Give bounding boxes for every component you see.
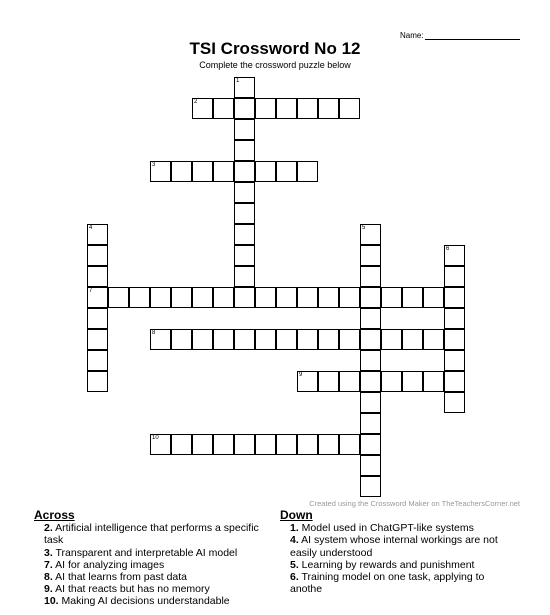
crossword-cell[interactable]	[87, 224, 108, 245]
clue-item	[34, 583, 270, 595]
crossword-cell[interactable]	[318, 98, 339, 119]
crossword-cell[interactable]	[297, 98, 318, 119]
crossword-cell[interactable]	[108, 287, 129, 308]
crossword-cell[interactable]	[234, 224, 255, 245]
crossword-cell[interactable]	[297, 161, 318, 182]
crossword-cell[interactable]	[276, 98, 297, 119]
cell-number: 8	[152, 330, 156, 336]
crossword-cell[interactable]	[402, 287, 423, 308]
crossword-cell[interactable]	[402, 329, 423, 350]
clue-number: 9.	[44, 583, 53, 596]
crossword-cell[interactable]	[150, 161, 171, 182]
crossword-cell[interactable]	[213, 161, 234, 182]
crossword-cell[interactable]	[87, 350, 108, 371]
down-clues	[280, 509, 515, 595]
clue-number: 3.	[44, 546, 53, 559]
crossword-cell[interactable]	[360, 392, 381, 413]
across-clue-list	[34, 522, 270, 607]
crossword-cell[interactable]	[171, 161, 192, 182]
clue-item	[34, 595, 270, 607]
page-subtitle: Complete the crossword puzzle below	[199, 60, 351, 70]
crossword-cell[interactable]	[381, 329, 402, 350]
clue-text: Training model on one task, applying to anothe	[290, 571, 485, 596]
crossword-cell[interactable]	[360, 287, 381, 308]
crossword-cell[interactable]	[234, 161, 255, 182]
clue-number: 2.	[44, 522, 53, 535]
crossword-cell[interactable]	[87, 371, 108, 392]
crossword-cell[interactable]	[297, 371, 318, 392]
crossword-cell[interactable]	[444, 266, 465, 287]
crossword-cell[interactable]	[255, 98, 276, 119]
crossword-cell[interactable]	[360, 434, 381, 455]
cell-number: 3	[152, 162, 156, 168]
clue-text: AI for analyzing images	[52, 558, 165, 571]
crossword-cell[interactable]	[192, 161, 213, 182]
clue-number: 8.	[44, 571, 53, 584]
crossword-cell[interactable]	[339, 329, 360, 350]
crossword-cell[interactable]	[297, 287, 318, 308]
crossword-cell[interactable]	[87, 329, 108, 350]
cell-number: 6	[446, 246, 450, 252]
crossword-cell[interactable]	[87, 287, 108, 308]
crossword-cell[interactable]	[234, 329, 255, 350]
crossword-cell[interactable]	[444, 245, 465, 266]
crossword-cell[interactable]	[360, 476, 381, 497]
crossword-cell[interactable]	[213, 434, 234, 455]
clue-item	[34, 547, 270, 559]
crossword-cell[interactable]	[234, 98, 255, 119]
crossword-cell[interactable]	[360, 350, 381, 371]
clue-number: 4.	[290, 534, 299, 547]
crossword-cell[interactable]	[381, 371, 402, 392]
clue-number: 1.	[290, 522, 299, 535]
crossword-cell[interactable]	[339, 98, 360, 119]
clue-text: Making AI decisions understandable	[58, 595, 230, 608]
crossword-cell[interactable]	[360, 413, 381, 434]
crossword-cell[interactable]	[423, 287, 444, 308]
crossword-cell[interactable]	[255, 434, 276, 455]
clue-number: 6.	[290, 571, 299, 584]
crossword-cell[interactable]	[360, 224, 381, 245]
crossword-cell[interactable]	[171, 434, 192, 455]
crossword-cell[interactable]	[402, 371, 423, 392]
crossword-cell[interactable]	[255, 329, 276, 350]
crossword-cell[interactable]	[213, 98, 234, 119]
crossword-cell[interactable]	[360, 329, 381, 350]
clue-item	[280, 534, 515, 558]
cell-number: 1	[236, 78, 240, 84]
clue-text: AI system whose internal workings are not easily understood	[290, 534, 498, 559]
crossword-cell[interactable]	[444, 350, 465, 371]
crossword-cell[interactable]	[360, 245, 381, 266]
crossword-cell[interactable]	[192, 98, 213, 119]
cell-number: 4	[89, 225, 93, 231]
crossword-cell[interactable]	[255, 161, 276, 182]
crossword-cell[interactable]	[234, 77, 255, 98]
clue-text: Model used in ChatGPT-like systems	[298, 522, 474, 535]
crossword-cell[interactable]	[150, 329, 171, 350]
crossword-cell[interactable]	[360, 308, 381, 329]
cell-number: 2	[194, 99, 198, 105]
clue-text: Learning by rewards and punishment	[298, 558, 475, 571]
crossword-cell[interactable]	[192, 329, 213, 350]
crossword-cell[interactable]	[339, 371, 360, 392]
clue-item	[280, 522, 515, 534]
clue-item	[34, 559, 270, 571]
credit-text: Created using the Crossword Maker on TheTeachersCorner.net	[309, 499, 520, 508]
crossword-cell[interactable]	[297, 434, 318, 455]
cell-number: 5	[362, 225, 366, 231]
name-label: Name:	[400, 31, 424, 40]
crossword-cell[interactable]	[234, 245, 255, 266]
crossword-cell[interactable]	[276, 434, 297, 455]
crossword-cell[interactable]	[444, 308, 465, 329]
crossword-cell[interactable]	[444, 371, 465, 392]
clue-text: AI that learns from past data	[52, 571, 188, 584]
cell-number: 10	[152, 435, 159, 441]
crossword-cell[interactable]	[192, 287, 213, 308]
crossword-cell[interactable]	[87, 245, 108, 266]
crossword-cell[interactable]	[360, 371, 381, 392]
crossword-cell[interactable]	[339, 434, 360, 455]
crossword-cell[interactable]	[297, 329, 318, 350]
crossword-cell[interactable]	[339, 287, 360, 308]
crossword-cell[interactable]	[318, 329, 339, 350]
clue-item	[34, 571, 270, 583]
crossword-cell[interactable]	[192, 434, 213, 455]
cell-number: 7	[89, 288, 93, 294]
crossword-cell[interactable]	[318, 434, 339, 455]
crossword-cell[interactable]	[423, 371, 444, 392]
crossword-cell[interactable]	[87, 308, 108, 329]
clue-item	[280, 571, 515, 595]
crossword-cell[interactable]	[444, 329, 465, 350]
crossword-cell[interactable]	[234, 434, 255, 455]
crossword-cell[interactable]	[87, 266, 108, 287]
clue-item	[280, 559, 515, 571]
crossword-cell[interactable]	[234, 119, 255, 140]
crossword-cell[interactable]	[234, 287, 255, 308]
crossword-cell[interactable]	[234, 182, 255, 203]
crossword-cell[interactable]	[276, 161, 297, 182]
crossword-cell[interactable]	[255, 287, 276, 308]
crossword-cell[interactable]	[318, 287, 339, 308]
clue-number: 5.	[290, 558, 299, 571]
crossword-cell[interactable]	[234, 140, 255, 161]
crossword-cell[interactable]	[360, 455, 381, 476]
crossword-cell[interactable]	[381, 287, 402, 308]
crossword-cell[interactable]	[213, 287, 234, 308]
crossword-cell[interactable]	[150, 287, 171, 308]
crossword-cell[interactable]	[234, 203, 255, 224]
clue-text: AI that reacts but has no memory	[52, 583, 210, 596]
clue-number: 7.	[44, 558, 53, 571]
crossword-cell[interactable]	[423, 329, 444, 350]
page-title: TSI Crossword No 12	[189, 39, 361, 58]
crossword-cell[interactable]	[129, 287, 150, 308]
down-heading: Down	[280, 508, 313, 522]
clue-text: Transparent and interpretable AI model	[52, 546, 238, 559]
crossword-cell[interactable]	[171, 287, 192, 308]
crossword-cell[interactable]	[444, 392, 465, 413]
crossword-cell[interactable]	[171, 329, 192, 350]
crossword-cell[interactable]	[444, 287, 465, 308]
cell-number: 9	[299, 372, 303, 378]
crossword-cell[interactable]	[318, 371, 339, 392]
clue-text: Artificial intelligence that performs a specific task	[44, 522, 259, 547]
across-heading: Across	[34, 508, 75, 522]
crossword-cell[interactable]	[276, 287, 297, 308]
crossword-cell[interactable]	[360, 266, 381, 287]
down-clue-list	[280, 522, 515, 595]
crossword-cell[interactable]	[234, 266, 255, 287]
crossword-cell[interactable]	[150, 434, 171, 455]
crossword-cell[interactable]	[213, 329, 234, 350]
crossword-cell[interactable]	[276, 329, 297, 350]
clue-number: 10.	[44, 595, 59, 608]
clue-item	[34, 522, 270, 546]
across-clues	[34, 509, 270, 608]
